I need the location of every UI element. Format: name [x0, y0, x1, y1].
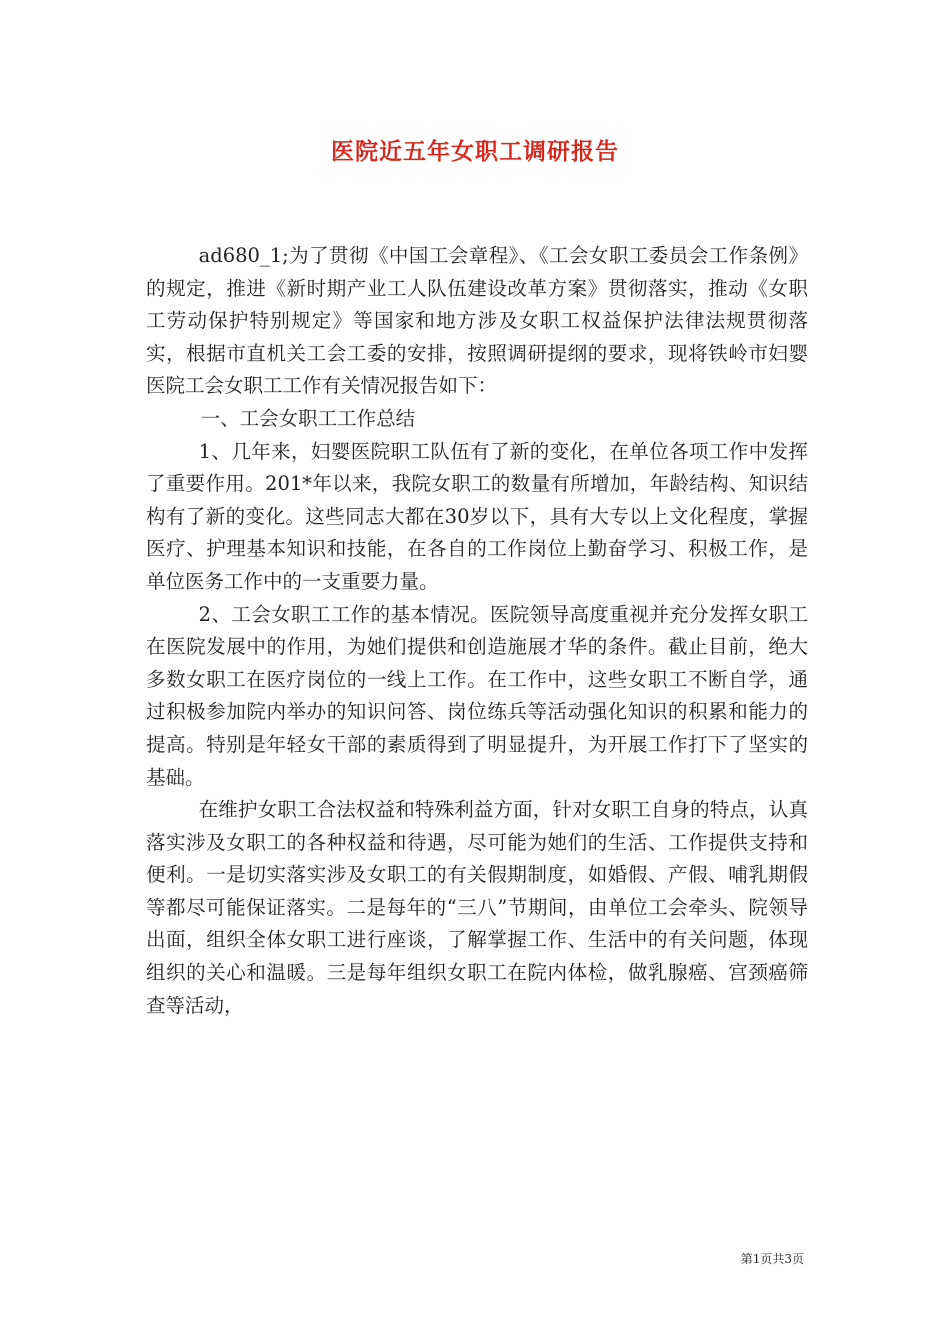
- paragraph-item-2: 2、工会女职工工作的基本情况。医院领导高度重视并充分发挥女职工在医院发展中的作用，为她们提供和创造施展才华的条件。截止目前，绝大多数女职工在医疗岗位的一线上工作。在工作中，这些女职工不断自学，通过积极参加院内举办的知识问答、岗位练兵等活动强化知识的积累和能力的提高。特别是年轻女干部的素质得到了明显提升，为开展工作打下了坚实的基础。: [146, 602, 808, 789]
- paragraph-rights: 在维护女职工合法权益和特殊利益方面，针对女职工自身的特点，认真落实涉及女职工的各种权益和待遇，尽可能为她们的生活、工作提供支持和便利。一是切实落实涉及女职工的有关假期制度，如婚假、产假、哺乳期假等都尽可能保证落实。二是每年的“三八”节期间，由单位工会牵头、院领导出面，组织全体女职工进行座谈，了解掌握工作、生活中的有关问题，体现组织的关心和温暖。三是每年组织女职工在院内体检，做乳腺癌、宫颈癌筛查等活动，: [146, 798, 808, 1017]
- paragraph-item-1: 1、几年来，妇婴医院职工队伍有了新的变化，在单位各项工作中发挥了重要作用。201*年以来，我院女职工的数量有所增加，年龄结构、知识结构有了新的变化。这些同志大都在30岁以下，具有大专以上文化程度，掌握医疗、护理基本知识和技能，在各自的工作岗位上勤奋学习、积极工作，是单位医务工作中的一支重要力量。: [146, 439, 808, 593]
- page-number: 第1页共3页: [740, 1252, 804, 1266]
- document-body: [146, 240, 808, 1022]
- intro-paragraph: ad680_1;为了贯彻《中国工会章程》、《工会女职工委员会工作条例》的规定，推进《新时期产业工人队伍建设改革方案》贯彻落实，推动《女职工劳动保护特别规定》等国家和地方涉及女职工权益保护法律法规贯彻落实，根据市直机关工会工委的安排，按照调研提纲的要求，现将铁岭市妇婴医院工会女职工工作有关情况报告如下：: [146, 244, 808, 398]
- document-title: 医院近五年女职工调研报告: [331, 138, 619, 165]
- section-heading: 一、工会女职工工作总结: [200, 406, 416, 430]
